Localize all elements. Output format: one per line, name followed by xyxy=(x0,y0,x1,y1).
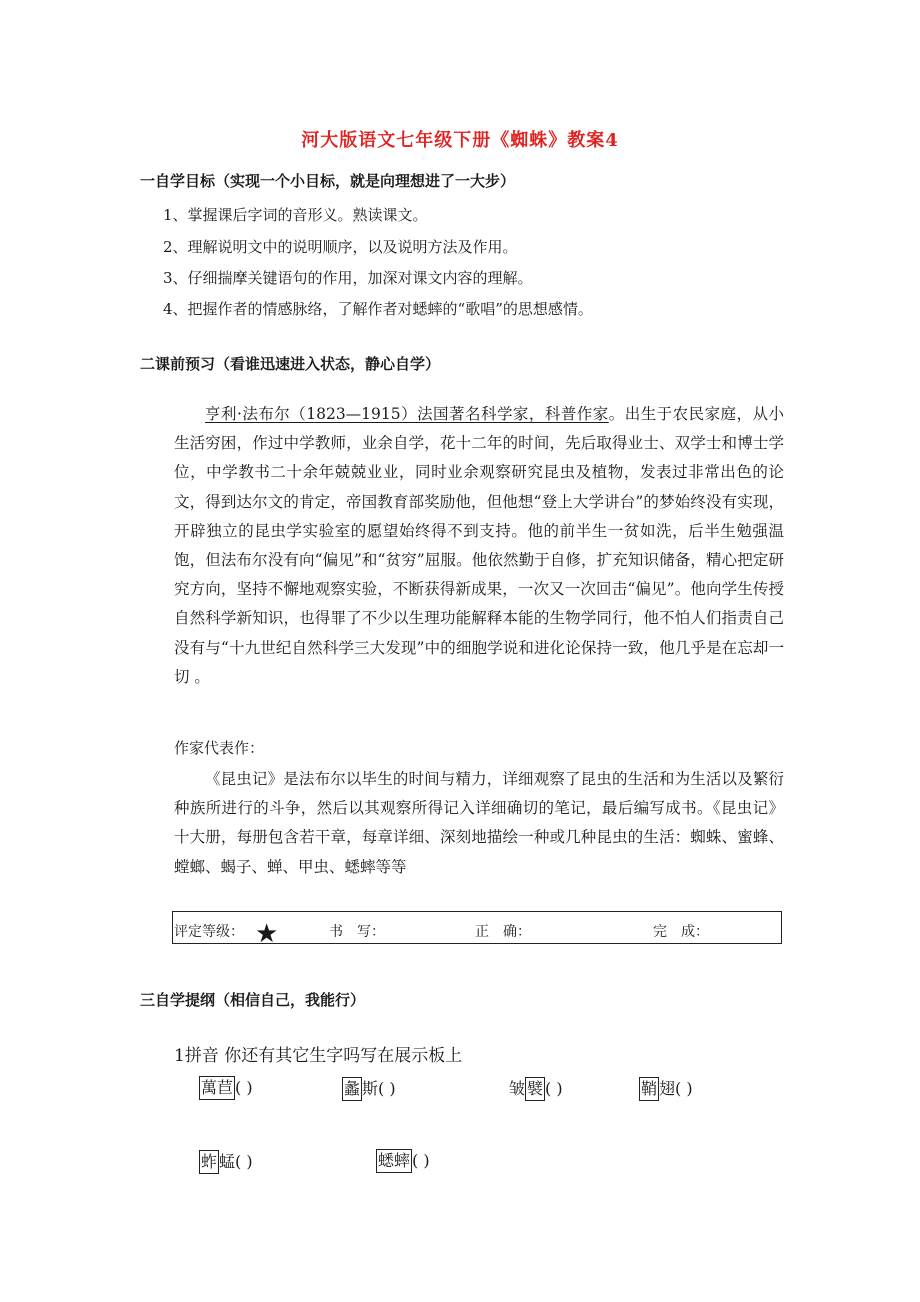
boxed-character: 襞 xyxy=(525,1077,545,1101)
star-icon: ★ xyxy=(255,919,279,949)
word-blank: 翅( ) xyxy=(659,1079,693,1098)
rating-correct-label: 正 确： xyxy=(475,924,531,940)
rating-complete-label: 完 成： xyxy=(653,924,709,940)
word-prefix: 皱 xyxy=(509,1079,526,1098)
word-item xyxy=(199,1076,253,1100)
word-item xyxy=(199,1149,253,1174)
word-item xyxy=(639,1076,693,1101)
boxed-character: 蟋蟀 xyxy=(376,1149,412,1173)
author-intro-underlined: 亨利·法布尔（1823—1915）法国著名科学家，科普作家 xyxy=(205,405,609,423)
word-blank: 斯( ) xyxy=(362,1079,396,1098)
word-blank: ( ) xyxy=(412,1151,430,1170)
goal-item: 3、仔细揣摩关键语句的作用，加深对课文内容的理解。 xyxy=(163,269,533,287)
boxed-character: 鞘 xyxy=(639,1077,659,1101)
boxed-character: 蠡 xyxy=(342,1077,362,1101)
goal-item: 2、理解说明文中的说明顺序，以及说明方法及作用。 xyxy=(163,238,518,256)
works-paragraph: 《昆虫记》是法布尔以毕生的时间与精力，详细观察了昆虫的生活和为生活以及繁衍种族所进行的斗争，然后以其观察所得记入详细确切的笔记，最后编写成书。《昆虫记》十大册，每册包含若干章，每章详细、深刻地描绘一种或几种昆虫的生活：蜘蛛、蜜蜂、螳螂、蝎子、蝉、甲虫、蟋蟀等等 xyxy=(174,770,784,876)
works-label: 作家代表作： xyxy=(174,739,265,757)
boxed-character: 蚱 xyxy=(199,1150,219,1174)
pinyin-title: 1拼音 你还有其它生字吗写在展示板上 xyxy=(174,1046,463,1066)
author-intro-text: 。出生于农民家庭，从小生活穷困，作过中学教师，业余自学，花十二年的时间，先后取得业士、双学士和博士学位，中学教书二十余年兢兢业业，同时业余观察研究昆虫及植物，发表过非常出色的论文，得到达尔文的肯定，帝国教育部奖励他，但他想“登上大学讲台”的梦始终没有实现，开辟独立的昆虫学实验室的愿望始终得不到支持。他的前半生一贫如洗，后半生勉强温饱，但法布尔没有向“偏见”和“贫穷”屈服。他依然勤于自修，扩充知识储备，精心把定研究方向，坚持不懈地观察实验，不断获得新成果，一次又一次回击“偏见”。他向学生传授自然科学新知识，也得罪了不少以生理功能解释本能的生物学同行，他不怕人们指责自己没有与“十九世纪自然科学三大发现”中的细胞学说和进化论保持一致，他几乎是在忘却一切 。 xyxy=(174,405,784,686)
word-item xyxy=(376,1149,430,1173)
rating-label: 评定等级： xyxy=(174,924,244,940)
rating-write-label: 书 写： xyxy=(329,924,385,940)
goal-item: 1、掌握课后字词的音形义。熟读课文。 xyxy=(163,206,428,224)
word-blank: ( ) xyxy=(545,1079,563,1098)
section2-heading: 二课前预习（看谁迅速进入状态，静心自学） xyxy=(140,355,441,373)
page-title: 河大版语文七年级下册《蜘蛛》教案4 xyxy=(301,130,619,151)
word-blank: 蜢( ) xyxy=(219,1152,253,1171)
rating-table xyxy=(172,911,782,949)
goal-item: 4、把握作者的情感脉络，了解作者对蟋蟀的“歌唱”的思想感情。 xyxy=(163,300,593,318)
section1-heading: 一自学目标（实现一个小目标，就是向理想进了一大步） xyxy=(140,172,516,190)
word-item xyxy=(342,1076,396,1101)
boxed-character: 萬苣 xyxy=(199,1076,235,1100)
section3-heading: 三自学提纲（相信自己，我能行） xyxy=(140,991,366,1009)
word-item xyxy=(509,1076,563,1101)
author-intro-paragraph xyxy=(174,400,784,692)
word-blank: ( ) xyxy=(235,1078,253,1097)
